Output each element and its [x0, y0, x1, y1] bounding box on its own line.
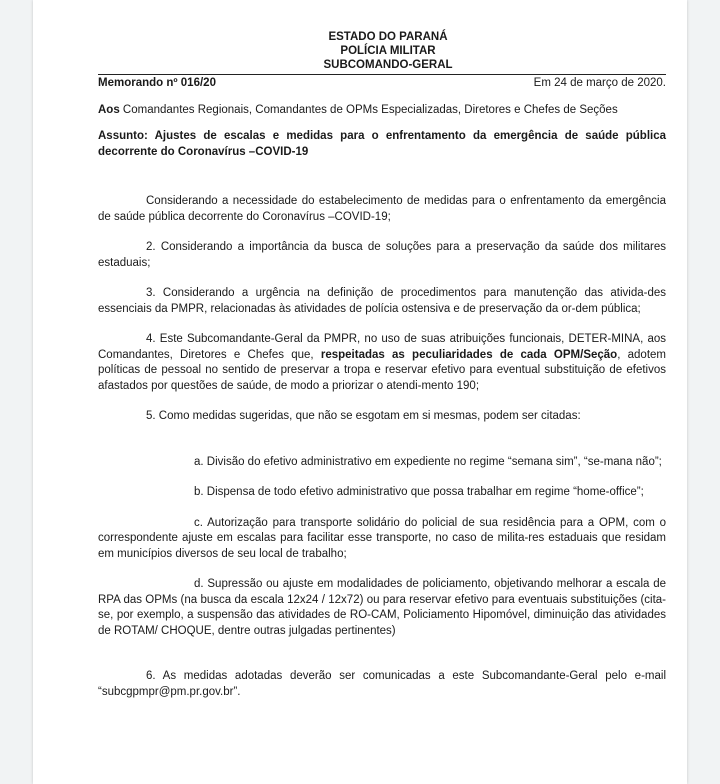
document-header [110, 30, 666, 72]
item-b: b. Dispensa de todo efetivo administrativo que possa trabalhar em regime “home-office”; [194, 486, 644, 498]
header-state: ESTADO DO PARANÁ [328, 31, 448, 43]
addressees-label: Aos [98, 103, 120, 116]
item-d: d. Supressão ou ajuste em modalidades de policiamento, objetivando melhorar a escala de RPA das OPMs (na busca da escala 12x24 / 12x72) ou para reservar efetivo para eventuais substituições (cita-se, por exemplo, a suspensão das atividades de RO-CAM, Policiamento Hipomóvel, diminuição das atividades de ROTAM/ CHOQUE, dentre outras julgadas pertinentes) [98, 578, 666, 637]
paragraph-3: 3. Considerando a urgência na definição de procedimentos para manutenção das ativida-des essenciais da PMPR, relacionadas às atividades de polícia ostensiva e de preservação da or-dem pública; [98, 287, 666, 315]
header-police: POLÍCIA MILITAR [340, 45, 436, 57]
paragraph-1: Considerando a necessidade do estabelecimento de medidas para o enfrentamento da emergência de saúde pública decorrente do Coronavírus –COVID-19; [98, 195, 666, 223]
paragraph-6: 6. As medidas adotadas deverão ser comunicadas a este Subcomandante-Geral pelo e-mail “subcgpmpr@pm.pr.gov.br”. [98, 670, 666, 698]
subject: Assunto: Ajustes de escalas e medidas para o enfrentamento da emergência de saúde pública decorrente do Coronavírus –COVID-19 [98, 130, 666, 158]
memo-number: Memorando nº 016/20 [98, 77, 216, 89]
addressees [98, 103, 666, 119]
header-subcommand: SUBCOMANDO-GERAL [323, 59, 453, 71]
memo-date: Em 24 de março de 2020. [533, 77, 666, 89]
item-c: c. Autorização para transporte solidário do policial de sua residência para a OPM, com o correspondente ajuste em escalas para facilitar esse transporte, no caso de milita-res estaduais que residam em municípios diversos de seu local de trabalho; [98, 516, 666, 560]
addressees-text: Comandantes Regionais, Comandantes de OPMs Especializadas, Diretores e Chefes de Seções [119, 103, 618, 116]
memo-line [98, 74, 666, 92]
paragraph-4 [98, 332, 666, 394]
document-page [33, 0, 687, 784]
paragraph-4-end: , adotem políticas de pessoal no sentido de preservar a tropa e reservar efetivo para eventual substituição de efetivos afastados por questões de saúde, de modo a priorizar o atendi-mento 190; [98, 348, 666, 392]
paragraph-5: 5. Como medidas sugeridas, que não se esgotam em si mesmas, podem ser citadas: [146, 410, 581, 422]
paragraph-2: 2. Considerando a importância da busca de soluções para a preservação da saúde dos militares estaduais; [98, 241, 666, 269]
paragraph-4-bold: respeitadas as peculiaridades de cada OPM/Seção [320, 348, 618, 361]
document-content [98, 30, 666, 700]
item-a: a. Divisão do efetivo administrativo em expediente no regime “semana sim”, “se-mana não”; [194, 455, 662, 468]
paragraph-4-start: 4. Este Subcomandante-Geral da PMPR, no uso de suas atribuições funcionais, DETER-MINA, aos Comandantes, Diretores e Chefes que, [98, 333, 666, 361]
